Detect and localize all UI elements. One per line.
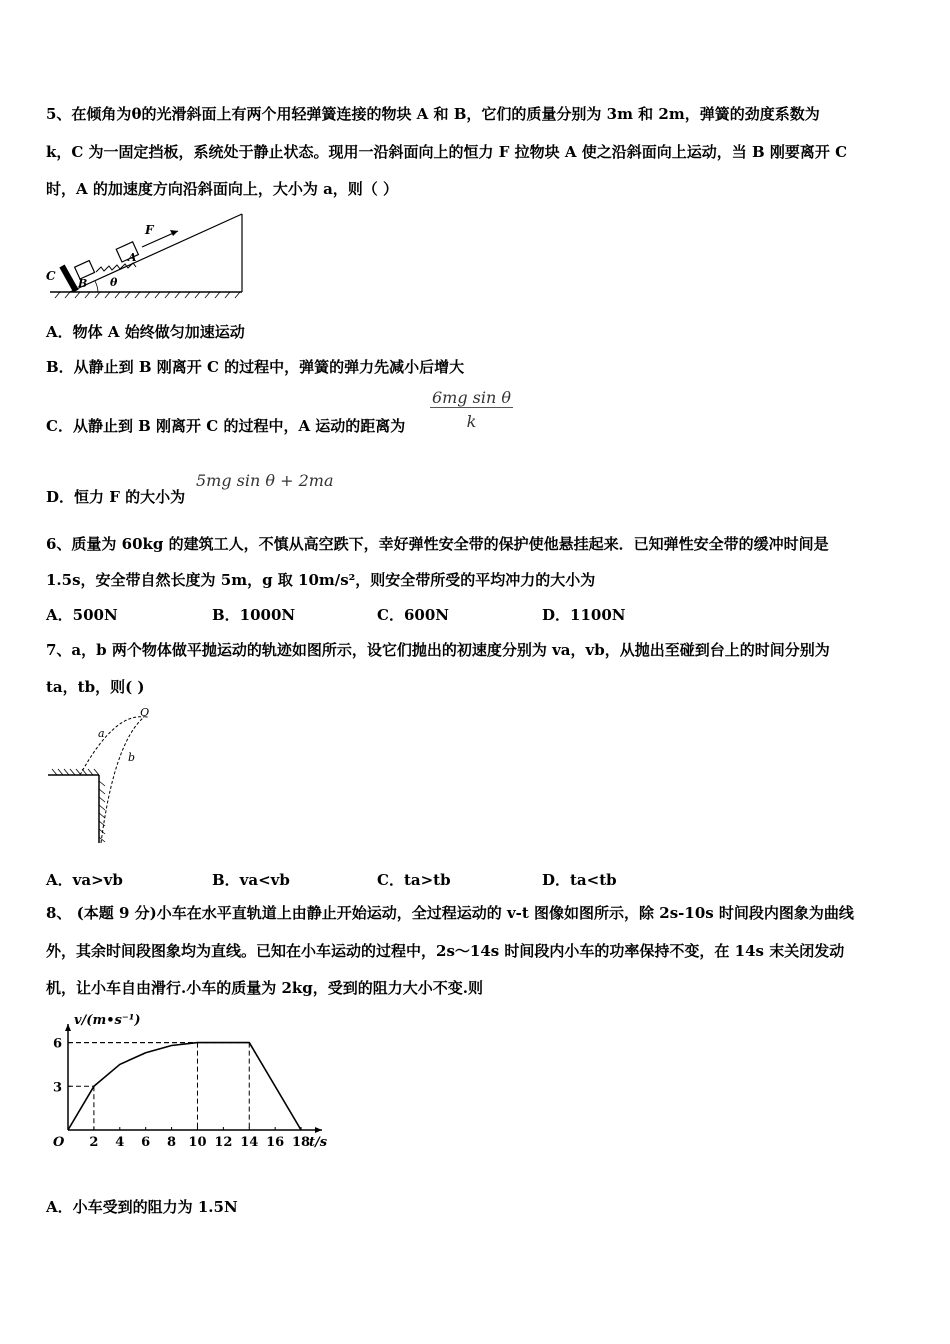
q7-projectile-figure: [44, 703, 174, 848]
y-tick-label: 6: [52, 1036, 62, 1052]
label-theta: θ: [110, 276, 118, 289]
q6-stem-line1: 6、质量为 60kg 的建筑工人，不慎从高空跌下，幸好弹性安全带的保护使他悬挂起来．已知弹性安全带的缓冲时间是: [46, 535, 829, 553]
chart-xlabel: t/s: [309, 1135, 328, 1150]
fraction-denominator: k: [466, 412, 477, 431]
q8-stem-line3: 机，让小车自由滑行.小车的质量为 2kg，受到的阻力大小不变.则: [46, 979, 483, 997]
y-axis-arrow: [65, 1024, 71, 1031]
x-tick-label: 10: [188, 1135, 207, 1150]
q5-option-d: D．恒力 F 的大小为: [46, 488, 186, 506]
chart-ylabel: v/(m•s⁻¹): [74, 1013, 141, 1028]
label-c: C: [46, 269, 56, 283]
q5-incline-figure: [40, 205, 250, 300]
q5-option-b: B．从静止到 B 刚离开 C 的过程中，弹簧的弹力先减小后增大: [46, 358, 465, 376]
fraction-numerator: 6mg sin θ: [432, 388, 512, 407]
q5-option-a: A．物体 A 始终做匀加速运动: [46, 323, 245, 341]
q6-stem-line2: 1.5s，安全带自然长度为 5m，g 取 10m/s²，则安全带所受的平均冲力的大小为: [46, 571, 596, 589]
q8-vt-chart: [44, 1008, 344, 1158]
x-tick-label: 18: [292, 1135, 311, 1150]
label-a: A: [128, 251, 137, 264]
q8-stem-line2: 外，其余时间段图象均为直线。已知在小车运动的过程中，2s～14s 时间段内小车的功率保持不变，在 14s 末关闭发动: [46, 942, 845, 960]
q8-stem-line1: 8、 (本题 9 分)小车在水平直轨道上由静止开始运动，全过程运动的 v-t 图像如图所示，除 2s-10s 时间段内图象为曲线: [46, 904, 854, 922]
q5-stem-line1: 5、在倾角为θ的光滑斜面上有两个用轻弹簧连接的物块 A 和 B，它们的质量分别为 3m 和 2m，弹簧的劲度系数为: [46, 105, 820, 123]
label-a: a: [98, 727, 105, 740]
y-tick-label: 3: [52, 1080, 62, 1096]
label-q: Q: [140, 706, 150, 719]
q5-stem-line2: k，C 为一固定挡板，系统处于静止状态。现用一沿斜面向上的恒力 F 拉物块 A 使之沿斜面向上运动，当 B 刚要离开 C: [46, 143, 848, 161]
x-tick-label: 12: [214, 1135, 233, 1150]
q7-option-a: A．va>vb: [46, 871, 123, 889]
q5-option-c: C．从静止到 B 刚离开 C 的过程中，A 运动的距离为: [46, 417, 406, 435]
x-tick-label: 4: [115, 1135, 125, 1150]
q6-option-a: A．500N: [46, 606, 118, 624]
q7-option-d: D．ta<tb: [542, 871, 617, 889]
label-f: F: [145, 223, 154, 237]
q6-option-c: C．600N: [377, 606, 449, 624]
q5-stem-line3: 时，A 的加速度方向沿斜面向上，大小为 a，则（ ）: [46, 180, 399, 198]
q7-option-c: C．ta>tb: [377, 871, 451, 889]
q6-option-b: B．1000N: [212, 606, 296, 624]
label-b: B: [78, 277, 88, 290]
q7-stem-line2: ta，tb，则( ): [46, 678, 145, 696]
x-tick-label: 2: [89, 1135, 99, 1150]
series-line-v: [68, 1043, 301, 1130]
q8-option-a: A．小车受到的阻力为 1.5N: [46, 1198, 238, 1216]
x-tick-label: 8: [167, 1135, 177, 1150]
q6-option-d: D．1100N: [542, 606, 626, 624]
label-b: b: [128, 751, 136, 764]
q5-option-c-fraction: [430, 388, 513, 431]
x-tick-label: 6: [141, 1135, 151, 1150]
x-tick-label: 14: [240, 1135, 259, 1150]
x-axis-arrow: [315, 1127, 322, 1133]
q7-option-b: B．va<vb: [212, 871, 290, 889]
q5-option-d-expression: 5mg sin θ + 2ma: [196, 471, 334, 490]
x-tick-label: 16: [266, 1135, 285, 1150]
chart-origin-label: O: [53, 1135, 65, 1150]
q7-stem-line1: 7、a，b 两个物体做平抛运动的轨迹如图所示，设它们抛出的初速度分别为 va，vb，从抛出至碰到台上的时间分别为: [46, 641, 830, 659]
